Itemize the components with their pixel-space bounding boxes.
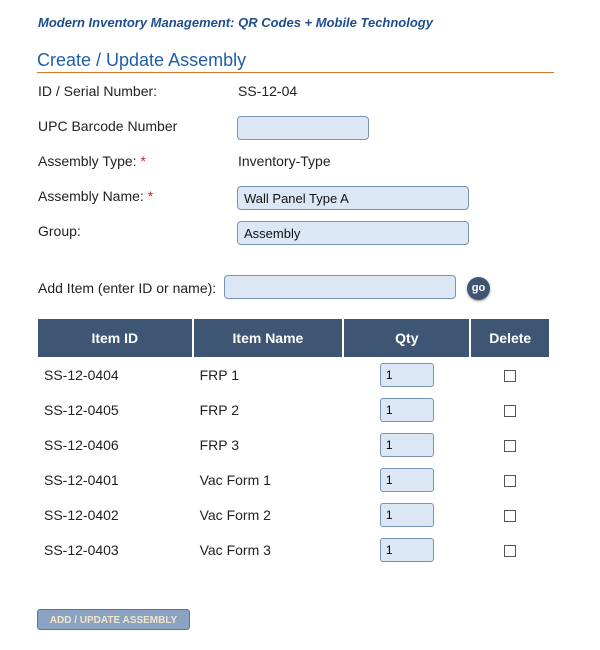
delete-cell [471, 462, 549, 497]
delete-checkbox[interactable] [504, 545, 516, 557]
required-marker: * [140, 153, 146, 169]
item-name-cell: FRP 3 [199, 436, 240, 453]
add-item-label: Add Item (enter ID or name): [38, 280, 217, 296]
app-tagline: Modern Inventory Management: QR Codes + Mobile Technology [38, 15, 433, 30]
item-id-cell: SS-12-0406 [44, 436, 119, 453]
item-name-cell: Vac Form 1 [199, 471, 271, 488]
table-row [38, 392, 549, 427]
delete-checkbox[interactable] [504, 370, 516, 382]
items-table [36, 319, 551, 567]
assembly-name-input[interactable] [237, 186, 469, 210]
delete-cell [471, 532, 549, 567]
add-item-input[interactable] [224, 275, 456, 299]
item-id-cell: SS-12-0404 [44, 366, 119, 383]
qty-cell [344, 427, 469, 462]
delete-checkbox[interactable] [504, 475, 516, 487]
table-row [38, 497, 549, 532]
qty-cell [344, 532, 469, 567]
delete-cell [471, 357, 549, 392]
item-name-cell: FRP 1 [199, 366, 240, 383]
table-row [38, 427, 549, 462]
delete-cell [471, 497, 549, 532]
id-value: SS-12-04 [238, 83, 298, 99]
upc-label: UPC Barcode Number [38, 118, 178, 134]
assembly-type-label [38, 153, 146, 169]
column-header-delete: Delete [471, 319, 549, 357]
required-marker: * [147, 188, 154, 204]
item-id-cell: SS-12-0402 [44, 506, 119, 523]
delete-cell [471, 427, 549, 462]
page-title: Create / Update Assembly [37, 50, 554, 73]
delete-checkbox[interactable] [504, 440, 516, 452]
group-input[interactable] [237, 221, 469, 245]
id-label: ID / Serial Number: [38, 83, 158, 99]
item-name-cell: Vac Form 3 [199, 541, 271, 558]
qty-input[interactable] [380, 503, 434, 527]
assembly-type-value: Inventory-Type [238, 153, 331, 169]
item-id-cell: SS-12-0405 [44, 401, 119, 418]
column-header-item-name: Item Name [194, 319, 343, 357]
qty-cell [344, 497, 469, 532]
column-header-item-id: Item ID [38, 319, 192, 357]
item-name-cell: FRP 2 [199, 401, 240, 418]
item-id-cell: SS-12-0403 [44, 541, 119, 558]
delete-checkbox[interactable] [504, 510, 516, 522]
delete-checkbox[interactable] [504, 405, 516, 417]
qty-input[interactable] [380, 363, 434, 387]
add-update-assembly-button[interactable]: ADD / UPDATE ASSEMBLY [37, 609, 190, 630]
table-row [38, 532, 549, 567]
qty-input[interactable] [380, 433, 434, 457]
upc-input[interactable] [237, 116, 369, 140]
table-header-row [38, 319, 549, 357]
qty-input[interactable] [380, 398, 434, 422]
delete-cell [471, 392, 549, 427]
qty-cell [344, 392, 469, 427]
table-row [38, 357, 549, 392]
qty-cell [344, 462, 469, 497]
assembly-name-label-text: Assembly Name: [38, 188, 144, 204]
assembly-type-label-text: Assembly Type: [38, 153, 137, 169]
qty-input[interactable] [380, 468, 434, 492]
go-button[interactable]: go [467, 277, 490, 300]
column-header-qty: Qty [344, 319, 469, 357]
qty-cell [344, 357, 469, 392]
group-label: Group: [38, 223, 81, 239]
assembly-name-label [38, 188, 153, 204]
item-id-cell: SS-12-0401 [44, 471, 119, 488]
item-name-cell: Vac Form 2 [199, 506, 271, 523]
table-row [38, 462, 549, 497]
qty-input[interactable] [380, 538, 434, 562]
